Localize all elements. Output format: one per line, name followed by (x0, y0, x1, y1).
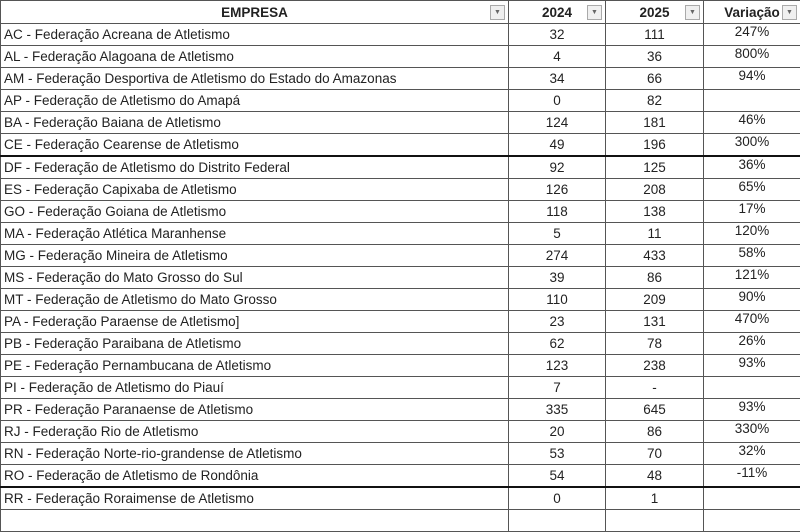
cell-y2024[interactable]: 54 (509, 465, 606, 488)
cell-y2024[interactable]: 118 (509, 201, 606, 223)
table-row (1, 443, 800, 465)
cell-variacao[interactable]: 65% (704, 179, 800, 201)
cell-empresa[interactable]: RR - Federação Roraimense de Atletismo (1, 487, 509, 510)
cell-variacao[interactable] (704, 90, 800, 112)
cell-empresa[interactable]: PR - Federação Paranaense de Atletismo (1, 399, 509, 421)
cell-y2025[interactable]: 125 (606, 156, 704, 179)
cell-y2024[interactable]: 34 (509, 68, 606, 90)
cell-variacao[interactable]: 121% (704, 267, 800, 289)
table-row (1, 201, 800, 223)
cell-y2024[interactable]: 5 (509, 223, 606, 245)
cell-y2024[interactable]: 0 (509, 90, 606, 112)
cell-y2025[interactable]: 36 (606, 46, 704, 68)
header-empresa: EMPRESA ▼ (1, 1, 509, 24)
cell-y2024[interactable]: 126 (509, 179, 606, 201)
header-variacao: Variação ▼ (704, 1, 800, 24)
cell-y2025[interactable]: 131 (606, 311, 704, 333)
table-row (1, 46, 800, 68)
table-row (1, 355, 800, 377)
table-row (1, 510, 800, 532)
table-row (1, 289, 800, 311)
cell-empresa[interactable]: BA - Federação Baiana de Atletismo (1, 112, 509, 134)
cell-empresa[interactable]: PA - Federação Paraense de Atletismo] (1, 311, 509, 333)
cell-variacao[interactable]: 26% (704, 333, 800, 355)
cell-variacao[interactable] (704, 510, 800, 532)
cell-y2024[interactable]: 0 (509, 487, 606, 510)
cell-y2025[interactable] (606, 510, 704, 532)
cell-y2025[interactable]: 645 (606, 399, 704, 421)
cell-y2024[interactable]: 32 (509, 24, 606, 46)
cell-y2024[interactable]: 39 (509, 267, 606, 289)
cell-empresa[interactable]: AP - Federação de Atletismo do Amapá (1, 90, 509, 112)
cell-y2024[interactable]: 7 (509, 377, 606, 399)
table-row (1, 421, 800, 443)
table-row (1, 179, 800, 201)
cell-empresa[interactable]: RN - Federação Norte-rio-grandense de Atletismo (1, 443, 509, 465)
filter-dropdown-icon[interactable]: ▼ (490, 5, 505, 20)
cell-y2025[interactable]: 1 (606, 487, 704, 510)
cell-y2024[interactable]: 274 (509, 245, 606, 267)
filter-dropdown-icon[interactable]: ▼ (782, 5, 797, 20)
cell-y2025[interactable]: 70 (606, 443, 704, 465)
cell-empresa[interactable]: PI - Federação de Atletismo do Piauí (1, 377, 509, 399)
cell-y2025[interactable]: 138 (606, 201, 704, 223)
cell-y2025[interactable]: 111 (606, 24, 704, 46)
cell-empresa[interactable]: RJ - Federação Rio de Atletismo (1, 421, 509, 443)
table-row (1, 377, 800, 399)
table-row (1, 90, 800, 112)
cell-variacao[interactable] (704, 377, 800, 399)
cell-variacao[interactable]: 93% (704, 355, 800, 377)
table-row (1, 68, 800, 90)
cell-y2025[interactable]: - (606, 377, 704, 399)
cell-empresa[interactable]: GO - Federação Goiana de Atletismo (1, 201, 509, 223)
cell-empresa[interactable]: RO - Federação de Atletismo de Rondônia (1, 465, 509, 488)
cell-empresa[interactable]: MS - Federação do Mato Grosso do Sul (1, 267, 509, 289)
cell-variacao[interactable] (704, 487, 800, 510)
cell-y2025[interactable]: 196 (606, 134, 704, 157)
filter-dropdown-icon[interactable]: ▼ (587, 5, 602, 20)
cell-variacao[interactable]: 800% (704, 46, 800, 68)
table-row (1, 267, 800, 289)
cell-empresa[interactable]: AM - Federação Desportiva de Atletismo do Estado do Amazonas (1, 68, 509, 90)
table-row (1, 465, 800, 488)
cell-y2025[interactable]: 11 (606, 223, 704, 245)
cell-empresa[interactable]: ES - Federação Capixaba de Atletismo (1, 179, 509, 201)
cell-variacao[interactable]: -11% (704, 465, 800, 488)
cell-y2024[interactable]: 92 (509, 156, 606, 179)
table-row (1, 156, 800, 179)
cell-variacao[interactable]: 120% (704, 223, 800, 245)
cell-y2024[interactable]: 335 (509, 399, 606, 421)
cell-y2025[interactable]: 209 (606, 289, 704, 311)
cell-variacao[interactable]: 330% (704, 421, 800, 443)
cell-y2024[interactable]: 23 (509, 311, 606, 333)
cell-variacao[interactable]: 32% (704, 443, 800, 465)
cell-variacao[interactable]: 93% (704, 399, 800, 421)
table-row (1, 134, 800, 157)
cell-y2024[interactable]: 53 (509, 443, 606, 465)
cell-y2024[interactable]: 4 (509, 46, 606, 68)
cell-empresa[interactable]: PB - Federação Paraibana de Atletismo (1, 333, 509, 355)
cell-y2024[interactable]: 62 (509, 333, 606, 355)
cell-y2024[interactable]: 49 (509, 134, 606, 157)
cell-empresa[interactable]: PE - Federação Pernambucana de Atletismo (1, 355, 509, 377)
cell-variacao[interactable]: 46% (704, 112, 800, 134)
table-row (1, 333, 800, 355)
cell-y2025[interactable]: 86 (606, 421, 704, 443)
cell-variacao[interactable]: 90% (704, 289, 800, 311)
cell-variacao[interactable]: 17% (704, 201, 800, 223)
cell-empresa[interactable]: MG - Federação Mineira de Atletismo (1, 245, 509, 267)
cell-empresa[interactable]: MA - Federação Atlética Maranhense (1, 223, 509, 245)
cell-variacao[interactable]: 58% (704, 245, 800, 267)
table-row (1, 24, 800, 46)
cell-y2025[interactable]: 181 (606, 112, 704, 134)
cell-y2024[interactable]: 110 (509, 289, 606, 311)
cell-y2024[interactable]: 123 (509, 355, 606, 377)
cell-variacao[interactable]: 247% (704, 24, 800, 46)
cell-y2025[interactable]: 82 (606, 90, 704, 112)
cell-y2025[interactable]: 238 (606, 355, 704, 377)
header-row (1, 1, 800, 24)
cell-empresa[interactable] (1, 510, 509, 532)
header-2025: 2025 ▼ (606, 1, 704, 24)
cell-y2025[interactable]: 86 (606, 267, 704, 289)
cell-y2024[interactable]: 124 (509, 112, 606, 134)
header-2024: 2024 ▼ (509, 1, 606, 24)
table-row (1, 245, 800, 267)
cell-y2025[interactable]: 66 (606, 68, 704, 90)
cell-empresa[interactable]: AC - Federação Acreana de Atletismo (1, 24, 509, 46)
cell-variacao[interactable]: 470% (704, 311, 800, 333)
cell-y2025[interactable]: 78 (606, 333, 704, 355)
cell-y2025[interactable]: 433 (606, 245, 704, 267)
filter-dropdown-icon[interactable]: ▼ (685, 5, 700, 20)
cell-variacao[interactable]: 94% (704, 68, 800, 90)
cell-y2024[interactable]: 20 (509, 421, 606, 443)
cell-variacao[interactable]: 36% (704, 156, 800, 179)
cell-empresa[interactable]: DF - Federação de Atletismo do Distrito Federal (1, 156, 509, 179)
cell-y2025[interactable]: 48 (606, 465, 704, 488)
cell-empresa[interactable]: MT - Federação de Atletismo do Mato Grosso (1, 289, 509, 311)
table-row (1, 223, 800, 245)
cell-variacao[interactable]: 300% (704, 134, 800, 157)
cell-y2024[interactable] (509, 510, 606, 532)
cell-y2025[interactable]: 208 (606, 179, 704, 201)
table-row (1, 487, 800, 510)
table-row (1, 311, 800, 333)
cell-empresa[interactable]: CE - Federação Cearense de Atletismo (1, 134, 509, 157)
table-row (1, 399, 800, 421)
table-row (1, 112, 800, 134)
cell-empresa[interactable]: AL - Federação Alagoana de Atletismo (1, 46, 509, 68)
